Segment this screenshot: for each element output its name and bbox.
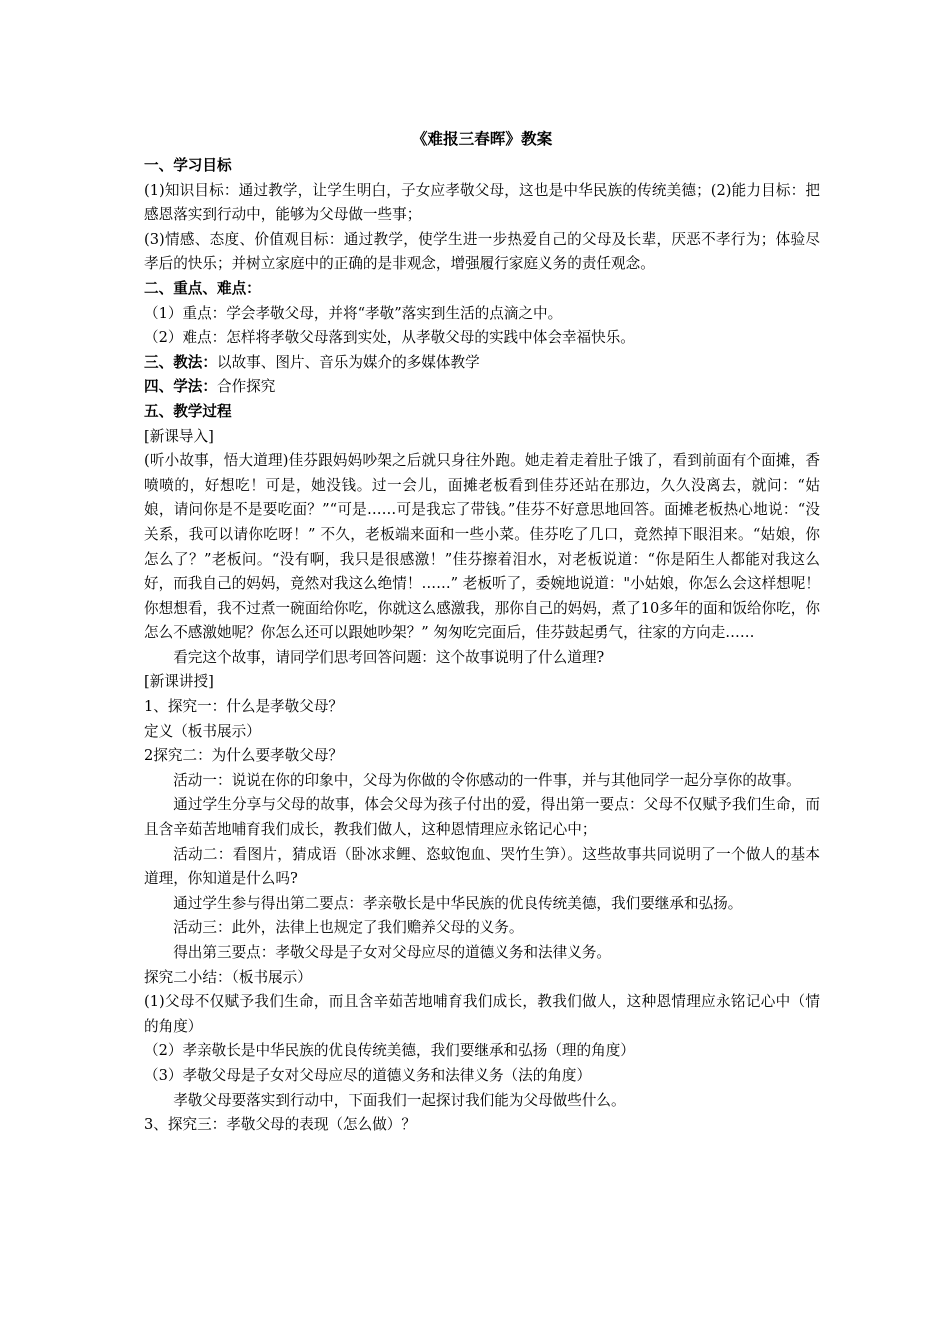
key-point: （1）重点：学会孝敬父母，并将“孝敬”落实到生活的点滴之中。 (144, 304, 563, 322)
teaching-method (144, 351, 820, 376)
exploration-two-summary: 探究二小结：（板书展示） (144, 968, 312, 986)
document-page (144, 126, 820, 1138)
section-heading-objectives: 一、学习目标 (144, 157, 232, 174)
activity-one: 活动一：说说在你的印象中，父母为你做的令你感动的一件事，并与其他同学一起分享你的故事。 (173, 771, 801, 789)
point-three: 得出第三要点：孝敬父母是子女对父母应尽的道德义务和法律义务。 (173, 944, 612, 961)
objective-knowledge-ability: (1)知识目标：通过教学，让学生明白，子女应孝敬父母，这也是中华民族的传统美德；(2)能力目标：把感恩落实到行动中，能够为父母做一些事； (144, 181, 820, 224)
intro-tag: [新课导入] (144, 427, 214, 445)
learning-method (144, 375, 820, 400)
story-question: 看完这个故事，请同学们思考回答问题：这个故事说明了什么道理? (173, 648, 605, 666)
difficult-point: （2）难点：怎样将孝敬父母落到实处，从孝敬父母的实践中体会幸福快乐。 (144, 329, 635, 347)
section-heading-key-points: 二、重点、难点： (144, 279, 261, 297)
summary-item-3: （3）孝敬父母是子女对父母应尽的道德义务和法律义务（法的角度） (144, 1066, 592, 1084)
summary-item-2: （2）孝亲敬长是中华民族的优良传统美德，我们要继承和弘扬（理的角度） (144, 1042, 635, 1060)
teaching-method-text: 以故事、图片、音乐为媒介的多媒体教学 (216, 353, 480, 371)
exploration-one: 1、探究一：什么是孝敬父母？ (144, 698, 344, 716)
exploration-one-definition: 定义（板书展示） (144, 722, 261, 740)
lecture-tag: [新课讲授] (144, 673, 214, 691)
section-heading-process: 五、教学过程 (144, 402, 232, 420)
document-title: 《难报三春晖》教案 (411, 129, 553, 148)
exploration-two: 2探究二：为什么要孝敬父母？ (144, 747, 344, 765)
activity-three: 活动三：此外，法律上也规定了我们赡养父母的义务。 (173, 919, 524, 937)
story-paragraph: (听小故事，悟大道理)佳芬跟妈妈吵架之后就只身往外跑。她走着走着肚子饿了，看到前面有个面摊，香喷喷的，好想吃！可是，她没钱。过一会儿，面摊老板看到佳芬还站在那边，久久没离去，就问：“姑娘，请问你是不是要吃面？”“可是……可是我忘了带钱。”佳芬不好意思地回答。面摊老板热心地说：“没关系，我可以请你吃呀！” 不久，老板端来面和一些小菜。佳芬吃了几口，竟然掉下眼泪来。“姑娘，你怎么了？”老板问。“没有啊，我只是很感激！”佳芬擦着泪水，对老板说道：“你是陌生人都能对我这么好，而我自己的妈妈，竟然对我这么绝情！……” 老板听了，委婉地说道："小姑娘，你怎么会这样想呢！你想想看，我不过煮一碗面给你吃，你就这么感激我，那你自己的妈妈，煮了10多年的面和饭给你吃，你怎么不感激她呢？你怎么还可以跟她吵架？” 匆匆吃完面后，佳芬鼓起勇气，往家的方向走…… (144, 452, 820, 642)
objective-emotion-values: (3)情感、态度、价值观目标：通过教学，使学生进一步热爱自己的父母及长辈，厌恶不孝行为；体验尽孝后的快乐；并树立家庭中的正确的是非观念，增强履行家庭义务的责任观念。 (144, 230, 820, 273)
activity-two: 活动二：看图片，猜成语（卧冰求鲤、恣蚊饱血、哭竹生笋）。这些故事共同说明了一个做人的基本道理，你知道是什么吗? (144, 845, 820, 888)
transition-text: 孝敬父母要落实到行动中，下面我们一起探讨我们能为父母做些什么。 (173, 1091, 626, 1109)
point-one: 通过学生分享与父母的故事，体会父母为孩子付出的爱，得出第一要点：父母不仅赋予我们生命，而且含辛茹苦地哺育我们成长，教我们做人，这种恩情理应永铭记心中； (144, 796, 820, 839)
learning-method-label: 四、学法： (144, 378, 217, 396)
learning-method-text: 合作探究 (216, 378, 276, 396)
exploration-three: 3、探究三：孝敬父母的表现（怎么做）？ (144, 1116, 416, 1134)
summary-item-1: (1)父母不仅赋予我们生命，而且含辛茹苦地哺育我们成长，教我们做人，这种恩情理应永铭记心中（情的角度） (144, 993, 820, 1035)
point-two: 通过学生参与得出第二要点：孝亲敬长是中华民族的优良传统美德，我们要继承和弘扬。 (173, 894, 743, 912)
teaching-method-label: 三、教法： (144, 353, 217, 371)
